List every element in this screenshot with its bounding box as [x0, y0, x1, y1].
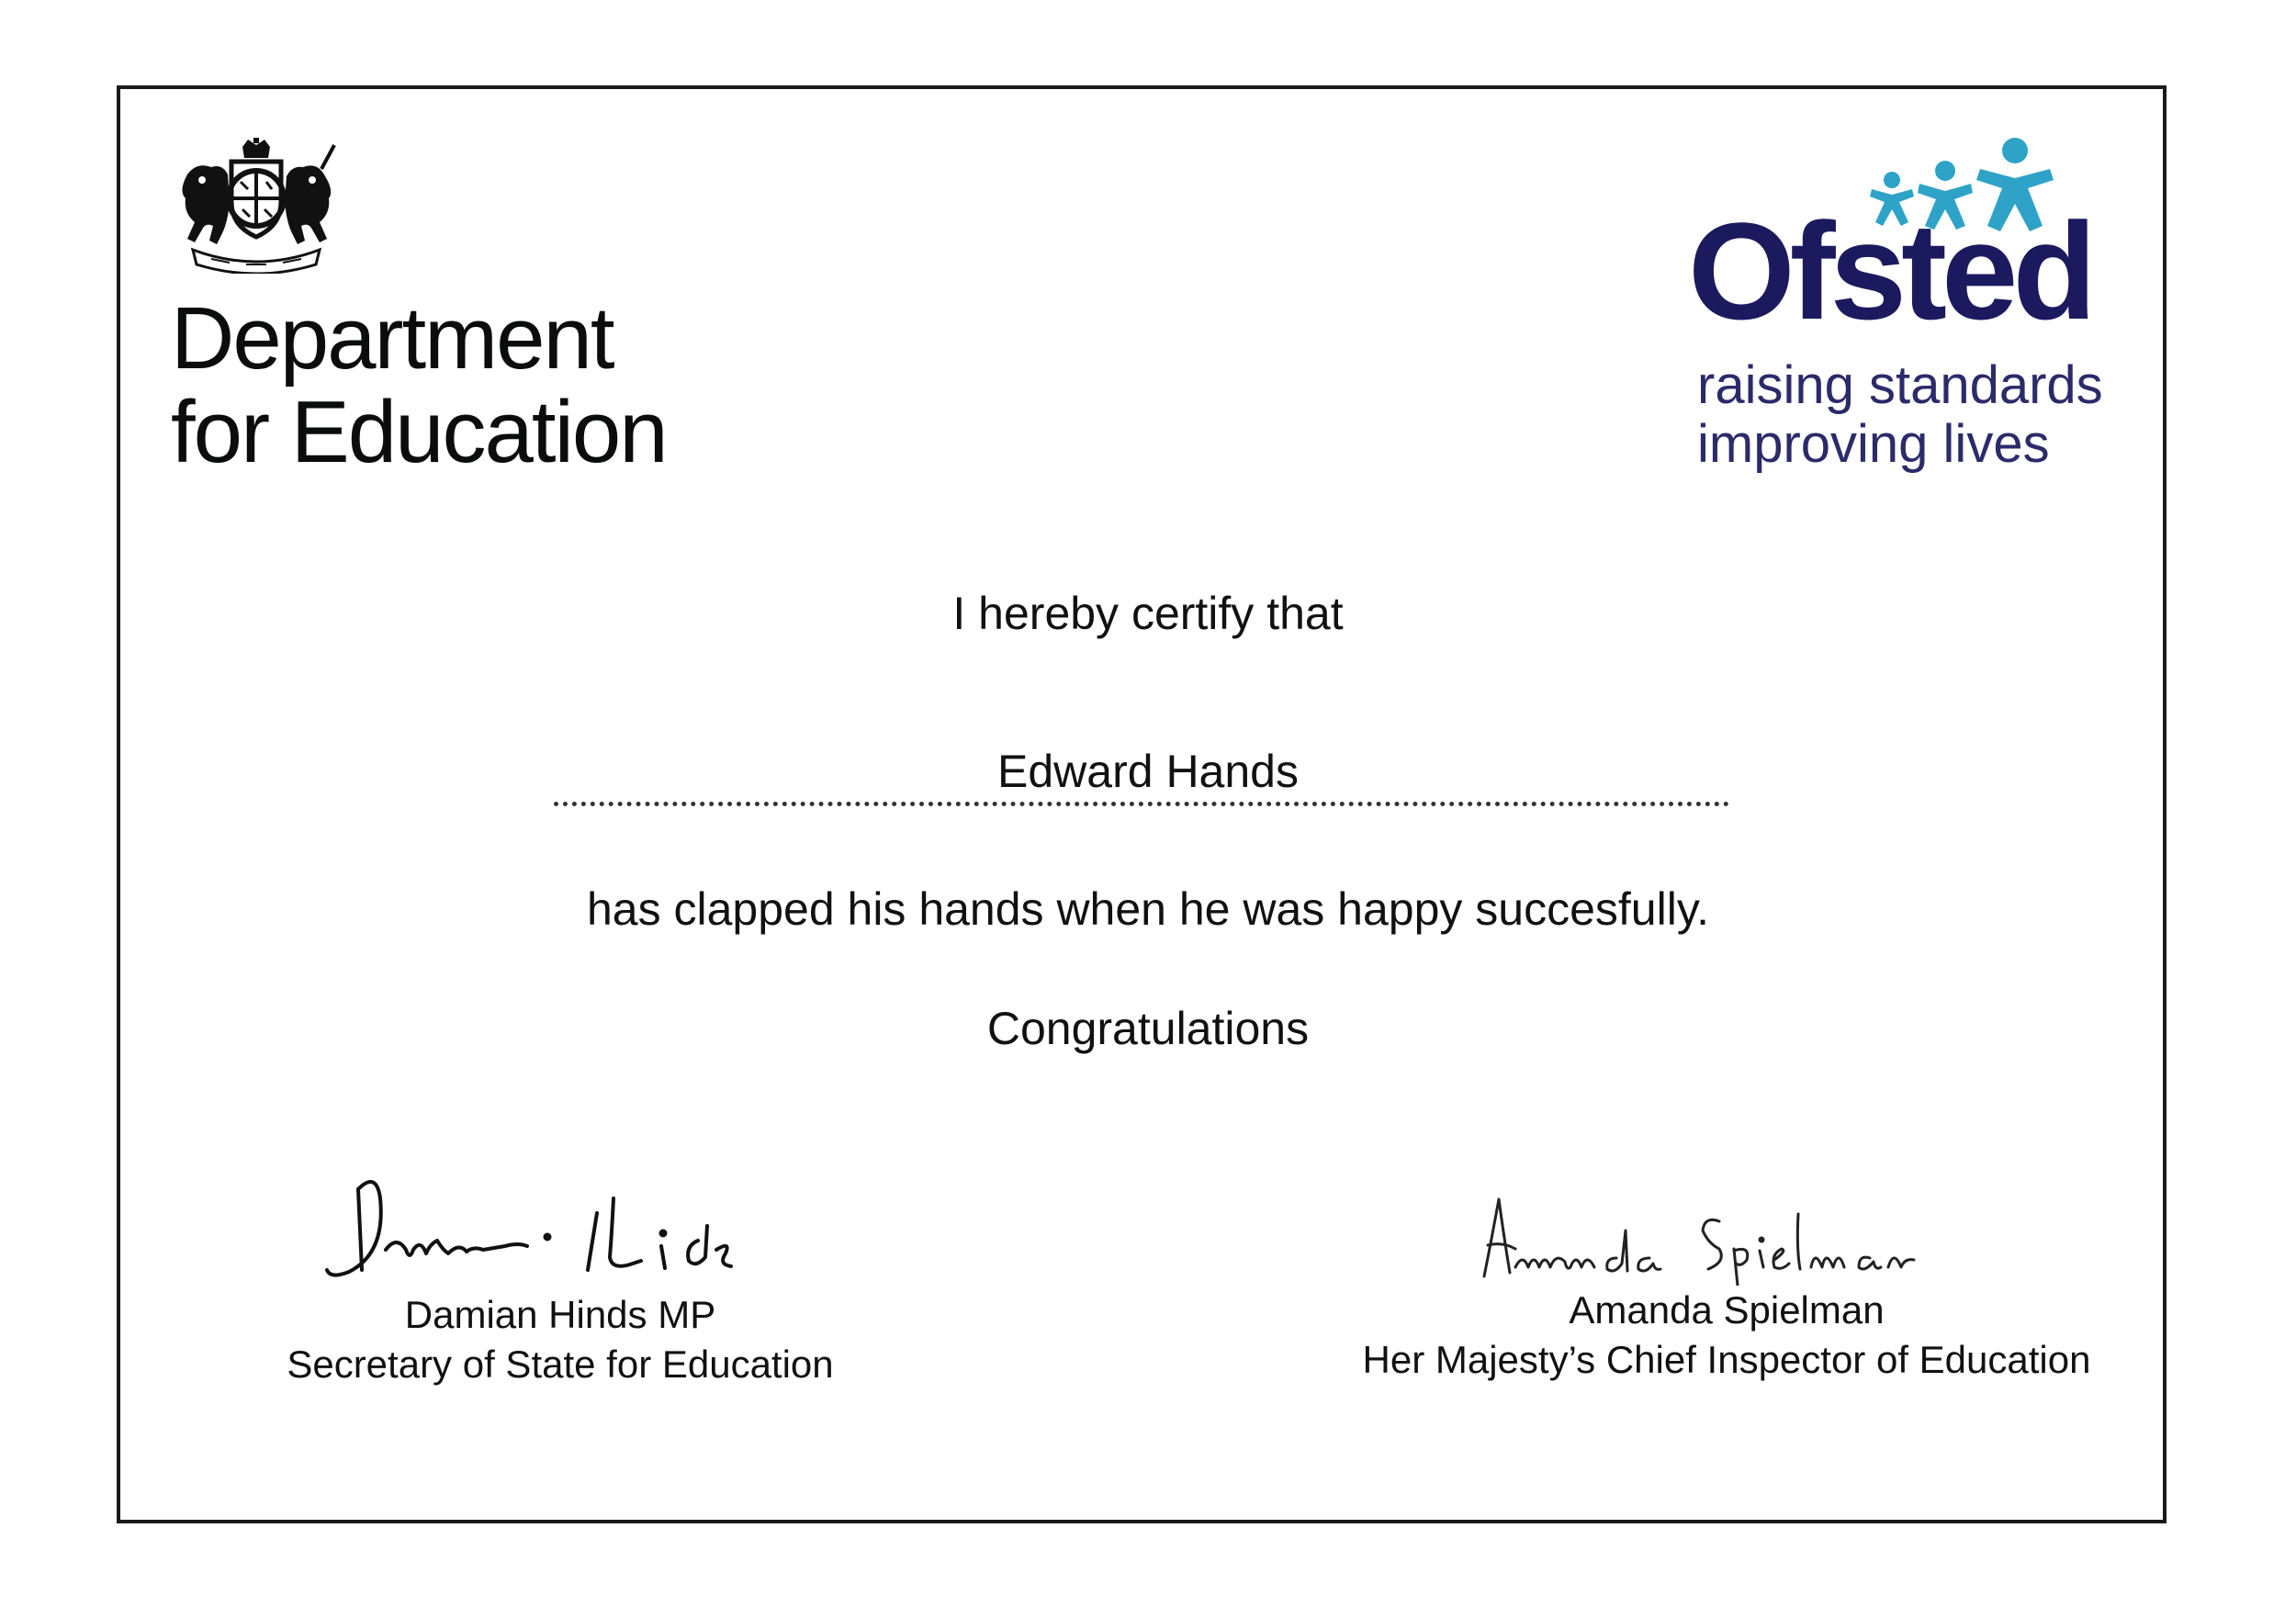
recipient-name: Edward Hands	[997, 746, 1299, 797]
dfe-logo	[171, 138, 726, 481]
dfe-wordmark	[171, 289, 667, 481]
ofsted-tagline-line1: raising standards	[1697, 355, 2103, 415]
achievement-text: has clapped his hands when he was happy succesfully.	[586, 883, 1710, 935]
signatory-left	[211, 1162, 909, 1389]
ofsted-wordmark: Ofsted	[1688, 194, 2092, 348]
ofsted-tagline	[1697, 356, 2103, 474]
royal-coat-of-arms-icon	[174, 138, 338, 274]
handwritten-signature-right	[1479, 1194, 1975, 1286]
ofsted-logo	[1688, 138, 2120, 487]
dfe-name-line1: Department	[171, 289, 613, 388]
certify-intro: I hereby certify that	[952, 588, 1344, 639]
handwritten-signature-left	[321, 1162, 799, 1290]
ofsted-tagline-line2: improving lives	[1697, 414, 2050, 474]
signatory-right-name: Amanda Spielman	[1569, 1288, 1885, 1331]
dfe-name-line2: for Education	[171, 383, 667, 481]
congratulations-text: Congratulations	[986, 1003, 1310, 1054]
recipient-dotted-line	[554, 802, 1729, 806]
signatory-right	[1304, 1194, 2149, 1385]
signatory-left-role: Secretary of State for Education	[287, 1343, 834, 1386]
signatory-right-role: Her Majesty’s Chief Inspector of Education	[1362, 1338, 2091, 1381]
signatory-left-name: Damian Hinds MP	[404, 1293, 716, 1336]
